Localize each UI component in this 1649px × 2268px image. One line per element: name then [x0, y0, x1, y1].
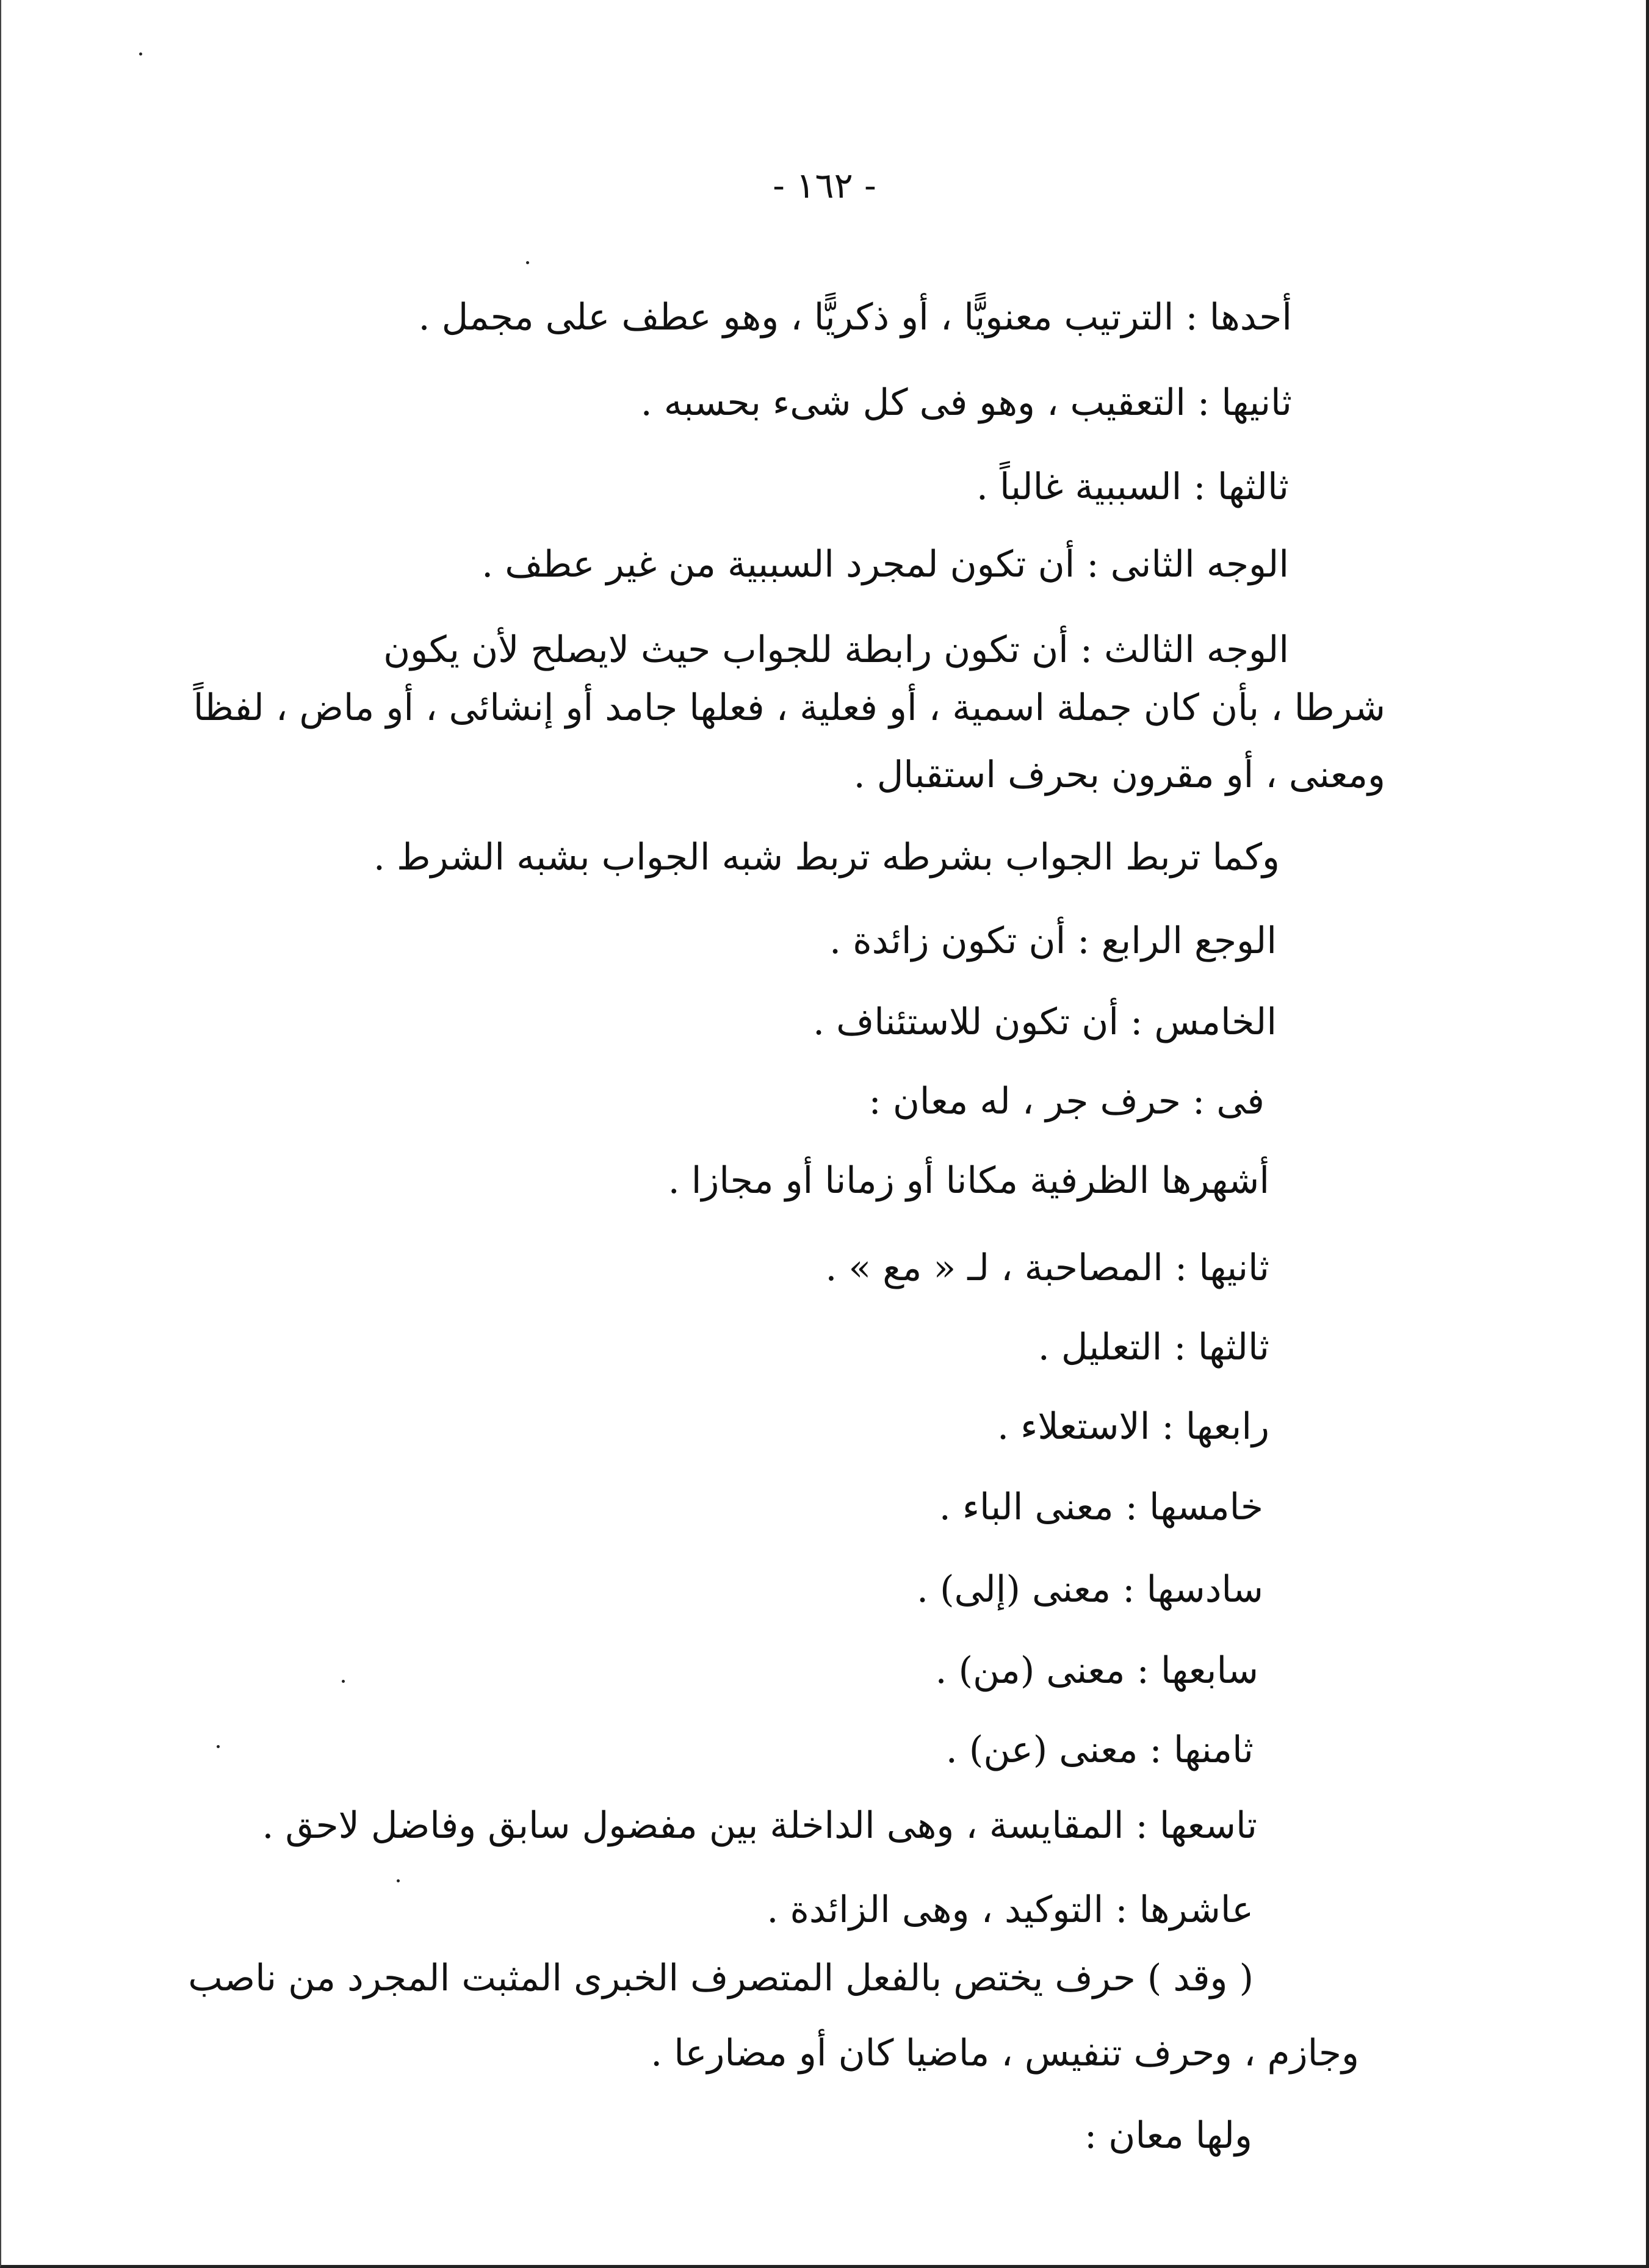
- text-line: الوجه الثالث : أن تكون رابطة للجواب حيث لايصلح لأن يكون: [383, 628, 1289, 671]
- text-line: رابعها : الاستعلاء .: [997, 1405, 1269, 1448]
- text-line: عاشرها : التوكيد ، وهى الزائدة .: [767, 1888, 1254, 1931]
- scan-speck: [342, 1680, 345, 1683]
- text-line: ثامنها : معنى (عن) .: [945, 1729, 1254, 1771]
- page-number: - ١٦٢ -: [773, 165, 876, 206]
- text-line: شرطا ، بأن كان جملة اسمية ، أو فعلية ، فعلها جامد أو إنشائى ، أو ماض ، لفظاً: [193, 686, 1385, 729]
- text-line: سادسها : معنى (إلى) .: [916, 1568, 1263, 1611]
- text-line: ثانيها : المصاحبة ، لـ « مع » .: [825, 1247, 1269, 1289]
- scan-speck: [139, 52, 142, 56]
- text-line: الوجع الرابع : أن تكون زائدة .: [829, 920, 1277, 962]
- scan-speck: [397, 1879, 400, 1882]
- text-line: تاسعها : المقايسة ، وهى الداخلة بين مفضول سابق وفاضل لاحق .: [262, 1804, 1257, 1847]
- text-line: خامسها : معنى الباء .: [939, 1486, 1263, 1528]
- text-line: ثانيها : التعقيب ، وهو فى كل شىء بحسبه .: [640, 381, 1292, 424]
- scan-speck: [217, 1745, 220, 1748]
- text-line: ثالثها : السببية غالباً .: [976, 466, 1289, 508]
- text-line: أشهرها الظرفية مكانا أو زمانا أو مجازا .: [668, 1159, 1269, 1202]
- text-line: وكما تربط الجواب بشرطه تربط شبه الجواب بشبه الشرط .: [373, 836, 1280, 879]
- text-line: وجازم ، وحرف تنفيس ، ماضيا كان أو مضارعا .: [651, 2032, 1359, 2075]
- text-line: الخامس : أن تكون للاستئناف .: [812, 1001, 1277, 1043]
- text-line: فى : حرف جر ، له معان :: [868, 1080, 1265, 1123]
- text-line: ثالثها : التعليل .: [1037, 1326, 1269, 1369]
- text-line: أحدها : الترتيب معنويًّا ، أو ذكريًّا ، وهو عطف على مجمل .: [418, 296, 1292, 339]
- text-line: سابعها : معنى (من) .: [935, 1649, 1258, 1692]
- text-line: الوجه الثانى : أن تكون لمجرد السببية من غير عطف .: [482, 543, 1289, 586]
- text-line: ومعنى ، أو مقرون بحرف استقبال .: [853, 754, 1385, 796]
- scan-speck: [526, 261, 529, 264]
- text-line: ( وقد ) حرف يختص بالفعل المتصرف الخبرى المثبت المجرد من ناصب: [188, 1957, 1254, 2000]
- text-line: ولها معان :: [1084, 2114, 1252, 2157]
